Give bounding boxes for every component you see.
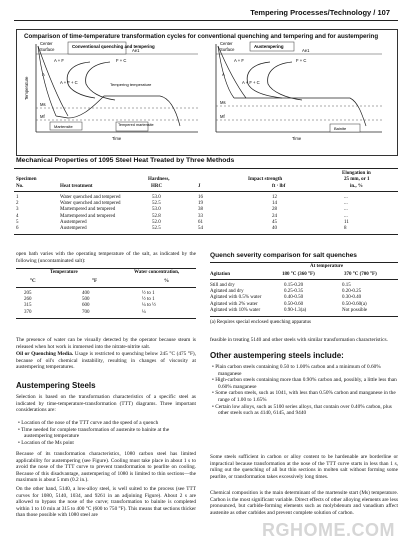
fig-r-ms: Ms [220, 100, 226, 105]
water-hf: °F [92, 279, 98, 284]
table-row: 370 700 ¼ [24, 309, 146, 315]
fig-l-surface: Surface [40, 47, 55, 52]
fig-r-surface: Surface [220, 47, 235, 52]
quench-h-c1: 180 °C (360 °F) [282, 272, 315, 277]
fig-l-aplusf: A + F [54, 58, 64, 63]
table-row: 6 Austempered 52.5 54 40 8 [16, 226, 347, 232]
water-rule-mid [16, 287, 196, 288]
left-p2-text: Usage is restricted to quenching below 245 °C (475 °F), because of oil's chemical instability, resulting in changes of viscosity at austempering temperatures. [16, 351, 197, 371]
table-row: Still and dry 0.15-0.20 0.15 [210, 282, 351, 288]
table-row: 5 Austempered 52.0 61 45 11 [16, 219, 349, 225]
mech-title: Mechanical Properties of 1095 Steel Heat Treated by Three Methods [16, 157, 235, 164]
figure-title: Comparison of time-temperature transformation cycles for conventional quenching and tempering and for austempering [24, 33, 379, 40]
table-row: 260 500 ½ to 1 [24, 296, 155, 302]
table-row: 205 400 ½ to 1 [24, 290, 155, 296]
fig-l-martensite: Martensite [54, 124, 73, 129]
table-row: 2 Water quenched and tempered 52.5 19 14 ... [16, 200, 348, 206]
mech-h-ftlbf: ft · lbf [272, 184, 286, 189]
fig-r-bainite: Bainite [334, 126, 347, 131]
fig-l-time: Time [112, 136, 122, 141]
water-hp: % [164, 279, 169, 284]
fig-r-austempering: Austempering [254, 44, 284, 49]
left-p1: The presence of water can be visually detected by the operator because steam is released when hot work is immersed into the nitrate-nitrite salt. [16, 337, 196, 350]
mech-table [16, 194, 396, 232]
mech-h-no: No. [16, 184, 24, 189]
watermark: RGHOME.COM [262, 520, 395, 540]
quench-h-c2: 370 °C (700 °F) [344, 272, 377, 277]
fig-r-mf: Mf [220, 114, 225, 119]
table-row: Agitated with 0.5% water 0.40-0.50 0.30-0.40 [210, 295, 362, 301]
water-rule-bottom [16, 318, 196, 319]
list-item: • Location of the nose of the TTT curve and the speed of a quench [18, 420, 159, 426]
header-rule [14, 20, 398, 21]
right-p2: Some steels sufficient in carbon or alloy content to be hardenable are borderline or impractical because transformation at the nose of the TTT curve starts in less than 1 s, ruling out the quenching of all but thin sections in molten salt without forming some pearlite, or transformation takes excessively long times. [210, 454, 398, 480]
left-p4: Because of its transformation characteristics, 1080 carbon steel has limited applicability for austempering (see Figure). Cooling must take place in about 1 s to avoid the nose of the TTT curve to prevent transformation to pearlite on cooling. Because of this disadvantage, austempering of 1080 is limited to thin sections—the maximum is about 5 mm (0.2 in.). [16, 451, 196, 484]
fig-r-aplusf: A + F [234, 58, 244, 63]
quench-rule-bottom [210, 316, 398, 317]
mech-h-impact: Impact strength [248, 177, 283, 182]
ttt-left [24, 41, 198, 141]
list-item: • Location of the Ms point [18, 439, 74, 446]
mech-h-j: J [198, 184, 201, 189]
right-p1: feasible in treating 5140 and other steels with similar transformation characteristics. [210, 337, 388, 343]
ttt-diagrams [20, 40, 392, 152]
table-row: 3 Martempered and tempered 53.0 38 28 ... [16, 207, 348, 213]
mech-h-hard: Hardness, [148, 177, 170, 182]
fig-r-afc: A + F + C [242, 80, 260, 85]
mech-rule-mid [14, 191, 398, 192]
list-item: • Time needed for complete transformation of austenite to bainite at the austempering temperature [18, 426, 170, 440]
table-row: 4 Martempered and tempered 52.8 33 24 ... [16, 213, 348, 219]
fig-l-ms: Ms [40, 102, 46, 107]
quench-title: Quench severity comparison for salt quenches [210, 252, 357, 259]
left-p3: Selection is based on the transformation characteristics of a specific steel as indicated by time-temperature-transformation (TTT) diagrams. Three important considerations are: [16, 394, 196, 414]
water-header [16, 269, 196, 289]
mech-rule-top [14, 168, 398, 169]
mech-h-specimen: Specimen [16, 177, 37, 182]
water-h2: Water concentration, [134, 270, 180, 275]
left-intro: open bath varies with the operating temperature of the salt, as indicated by the following (uncontaminated salt): [16, 251, 196, 264]
mech-h-elong: Elongation in [342, 171, 371, 176]
fig-r-ae: Ae1 [302, 48, 310, 53]
list-item: • Plain carbon steels containing 0.50 to 1.00% carbon and a minimum of 0.60% manganese [212, 364, 381, 377]
water-h1: Temperature [50, 270, 78, 275]
right-bullets [210, 364, 398, 417]
table-row: Agitated with 10% water 0.90-1.3(a) Not possible [210, 307, 368, 313]
fig-r-fplusc: F + C [296, 58, 307, 63]
fig-r-a: A [222, 72, 225, 77]
fig-l-center: Center [40, 41, 53, 46]
fig-l-tempered: Tempered martensite [118, 123, 154, 127]
water-hc: °C [30, 279, 36, 284]
fig-l-mf: Mf [40, 114, 45, 119]
right-p3: Chemical composition is the main determinant of the martensite start (Ms) temperature. Carbon is the most significant variable. Direct effects of other alloying elements are less pronounced, but carbide-forming elements such as molybdenum and vanadium affect austenite as other carbides and prevent complete solution of carbon. [210, 490, 398, 516]
fig-l-tempering: Tempering temperature [110, 82, 152, 87]
list-item: • High-carbon steels containing more than 0.90% carbon and, possibly, a little less than 0.60% manganese [212, 377, 397, 390]
left-bullets [16, 420, 196, 446]
fig-r-time: Time [292, 136, 302, 141]
left-p2 [16, 351, 196, 371]
mech-h-treat: Heat treatment [60, 184, 93, 189]
fig-l-temperature: Temperature [24, 76, 29, 100]
fig-l-a: A [42, 72, 45, 77]
running-header: Tempering Processes/Technology / 107 [250, 8, 390, 17]
quench-at-temp: At temperature [310, 264, 344, 269]
table-row: Agitated with 2% water 0.50-0.60 0.50-0.60(a) [210, 301, 367, 307]
list-item: • Some carbon steels, such as 1041, with less than 0.50% carbon and manganese in the range of 1.00 to 1.65% [212, 390, 396, 403]
table-row: Agitated and dry 0.25-0.35 0.20-0.25 [210, 288, 362, 294]
mech-h-hrc: HRC [151, 184, 163, 189]
quench-rule-mid [210, 279, 398, 280]
fig-l-conventional: Conventional quenching and tempering [72, 44, 155, 49]
mech-h-elong2: 25 mm, or 1 [344, 177, 370, 182]
right-heading: Other austempering steels include: [210, 351, 344, 360]
table-row: 1 Water quenched and tempered 53.0 16 12 ... [16, 194, 348, 200]
fig-l-ae: Ae1 [132, 48, 140, 53]
quench-note: (a) Requires special enclosed quenching apparatus [210, 320, 311, 325]
mech-rule-bottom [14, 234, 398, 235]
quench-table [210, 282, 398, 313]
list-item: • Certain low alloys, such as 5100 series alloys, that contain over 0.40% carbon, plus other steels such as 4140, 6145, and 9440 [212, 403, 392, 417]
water-table [24, 290, 192, 315]
fig-l-afc: A + F + C [60, 80, 78, 85]
ttt-right [216, 41, 382, 141]
quench-h-agit: Agitation [210, 272, 230, 277]
mech-h-elong3: in., % [350, 184, 363, 189]
left-p5: On the other hand, 5140, a low-alloy steel, is well suited to the process (see TTT curves for 1080, 5140, 1034, and 9261 in an adjoining Figure). About 2 s are allowed to bypass the nose of the curve; transformation to bainite is completed within 1 to 10 min at 315 to 400 °C (600 to 750 °F). This means that sections thicker than those possible with 1080 steel are [16, 486, 196, 519]
table-row: 315 600 ¼ to ½ [24, 303, 156, 309]
left-p2-lead: Oil or Quenching Media. [16, 351, 74, 357]
fig-l-fplusc: F + C [116, 58, 127, 63]
fig-r-center: Center [220, 41, 233, 46]
left-heading: Austempering Steels [16, 381, 96, 390]
